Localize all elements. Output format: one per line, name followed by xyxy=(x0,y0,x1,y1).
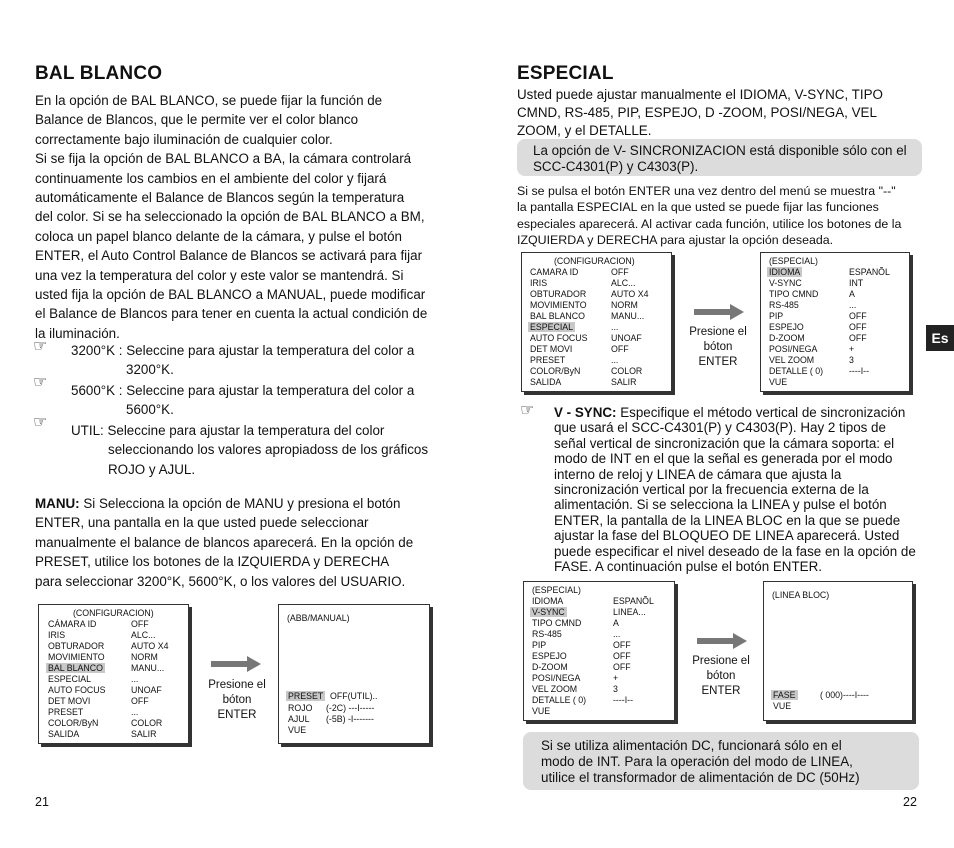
menu-row: SALIDA xyxy=(530,377,562,387)
menu-row-value: (-2C) ---I----- xyxy=(326,703,375,713)
menu-row-value: ----I-- xyxy=(849,366,870,376)
menu-row: POSI/NEGA xyxy=(532,673,581,683)
menu-row-value: LINEA... xyxy=(613,607,646,617)
bullet-line: 5600°K. xyxy=(126,402,174,418)
menu-title: (ABB/MANUAL) xyxy=(287,613,350,623)
menu-row: IRIS xyxy=(530,278,548,288)
menu-row-value: NORM xyxy=(611,300,638,310)
menu-row-value: ... xyxy=(613,629,621,639)
menu-row-value: ... xyxy=(849,300,857,310)
text-line: ajustar la fase del BLOQUEO DE LINEA aparecerá. Usted xyxy=(554,528,900,544)
osd-menu-especial xyxy=(760,252,910,392)
menu-row-value: OFF xyxy=(849,311,867,321)
menu-row: IRIS xyxy=(48,630,66,640)
text-line: una vez la temperatura del color y este valor se mantendrá. Si xyxy=(35,267,404,283)
menu-row: MOVIMIENTO xyxy=(530,300,587,310)
text-line: sincronización vertical por la frecuencia externa de la xyxy=(554,482,869,498)
text-line: para seleccionar 3200°K, 5600°K, o los valores del USUARIO. xyxy=(35,573,406,589)
menu-row: OBTURADOR xyxy=(530,289,587,299)
bullet-line: 3200°K : Seleccine para ajustar la temperatura del color a xyxy=(71,343,415,358)
menu-row: DET MOVI xyxy=(530,344,573,354)
menu-row: VUE xyxy=(769,377,788,387)
menu-row-selected: IDIOMA xyxy=(769,267,801,277)
text-line: Usted puede ajustar manualmente el IDIOMA, V-SYNC, TIPO xyxy=(517,87,883,102)
menu-row-value: ... xyxy=(611,322,619,332)
menu-row: SALIDA xyxy=(48,729,80,739)
menu-row-selected: BAL BLANCO xyxy=(48,663,103,673)
text-line: que usará el SCC-C4301(P) y C4303(P). Hay 2 tipos de xyxy=(554,420,886,436)
menu-row: RS-485 xyxy=(532,629,562,639)
text-line: Balance de Blancos, que le permite ver el color blanco xyxy=(35,112,359,128)
menu-row-value: INT xyxy=(849,278,864,288)
bullet-line: UTIL: Seleccine para ajustar la temperatura del color xyxy=(71,423,385,438)
menu-row-value: ALC... xyxy=(131,630,156,640)
bullet-line: 5600°K : Seleccine para ajustar la temperatura del color a xyxy=(71,383,415,398)
menu-row-value: A xyxy=(613,618,619,628)
text-line: En la opción de BAL BLANCO, se puede fijar la función de xyxy=(35,93,383,108)
text-line: ENTER, el Auto Control Balance de Blancos se activará para fijar xyxy=(35,248,423,264)
pointing-hand-icon: ☞ xyxy=(520,402,535,419)
menu-row-value: OFF xyxy=(611,344,629,354)
menu-row-value: OFF xyxy=(613,651,631,661)
menu-row-value: ( 000)----I---- xyxy=(820,690,869,700)
text-line: interno de reloj y LINEA de cámara que ajusta la xyxy=(554,466,842,482)
menu-row: PRESET xyxy=(48,707,84,717)
text-line: utilice el transformador de alimentación de DC (50Hz) xyxy=(541,770,860,785)
text-line: CMND, RS-485, PIP, ESPEJO, D -ZOOM, POSI/NEGA, VEL xyxy=(517,105,877,120)
right-paragraph-2 xyxy=(517,183,927,248)
menu-row-value: COLOR xyxy=(131,718,163,728)
text-line: alimentación. Si se selecciona la LINEA y pulse el botón xyxy=(554,497,887,513)
menu-title: (LINEA BLOC) xyxy=(772,590,830,600)
menu-row-value: + xyxy=(613,673,619,683)
pointing-hand-icon: ☞ xyxy=(33,414,48,431)
right-arrow-icon xyxy=(697,633,747,649)
menu-row-value: OFF xyxy=(613,662,631,672)
text-line: continuamente los cambios en el ambiente del color y fijará xyxy=(35,170,387,186)
text-line: PRESET, utilice los botones de la IZQUIERDA y DERECHA xyxy=(35,554,390,570)
text-line: el Balance de Blancos para tener en cuenta la actual condición de xyxy=(35,306,428,322)
menu-row-value: ALC... xyxy=(611,278,636,288)
right-arrow-icon xyxy=(211,656,261,672)
menu-row: COLOR/ByN xyxy=(530,366,581,376)
menu-row-value: OFF(UTIL).. xyxy=(330,691,378,701)
text-line: Si Selecciona la opción de MANU y presiona el botón xyxy=(79,496,401,511)
manu-paragraph xyxy=(35,494,445,591)
menu-row-value: OFF xyxy=(611,267,629,277)
text-line: IZQUIERDA y DERECHA para ajustar la opción deseada. xyxy=(517,232,834,247)
bullet-line: 3200°K. xyxy=(126,362,174,378)
menu-row-value: ... xyxy=(131,707,139,717)
menu-row-value: A xyxy=(849,289,855,299)
text-line: Especifique el método vertical de sincronización xyxy=(616,405,906,420)
menu-row-value: COLOR xyxy=(611,366,643,376)
menu-row: PIP xyxy=(532,640,547,650)
text-line: usted fija la opción de BAL BLANCO a MANUAL, puede modificar xyxy=(35,287,426,303)
text-line: La opción de V- SINCRONIZACION está disponible sólo con el xyxy=(533,143,907,158)
bullet-5600k xyxy=(71,381,414,420)
arrow-label: Presione el bóton ENTER xyxy=(208,679,266,721)
menu-row-value: 3 xyxy=(613,684,618,694)
menu-row: AUTO FOCUS xyxy=(530,333,588,343)
text-line: SCC-C4301(P) y C4303(P). xyxy=(533,159,699,174)
text-line: modo de INT en el que la señal es generada por el modo xyxy=(554,451,893,467)
text-line: Si se utiliza alimentación DC, funcionará sólo en el xyxy=(541,738,842,753)
menu-row: AJUL xyxy=(288,714,310,724)
menu-row: BAL BLANCO xyxy=(530,311,585,321)
left-heading: BAL BLANCO xyxy=(35,63,163,84)
text-line: señal vertical de sincronización que la cámara soporta: el xyxy=(554,435,895,451)
menu-row-value: UNOAF xyxy=(611,333,642,343)
osd-menu-linea-bloc xyxy=(763,581,913,721)
menu-row-value: AUTO X4 xyxy=(131,641,169,651)
menu-row: ESPEJO xyxy=(532,651,567,661)
menu-row: ESPEJO xyxy=(769,322,804,332)
text-line: especiales aparecerá. Al activar cada función, utilice los botones de la xyxy=(517,216,902,231)
osd-menu-configuracion xyxy=(38,604,189,744)
text-line: ENTER, la pantalla de la LINEA BLOC en la que se puede xyxy=(554,512,901,528)
osd-menu-abb-manual xyxy=(278,604,430,744)
menu-title: (CONFIGURACION) xyxy=(73,608,154,618)
text-line: la iluminación. xyxy=(35,325,120,341)
text-line: FASE. A continuación pulse el botón ENTER. xyxy=(554,559,822,575)
arrow-label: Presione el bóton ENTER xyxy=(689,326,747,368)
menu-row-value: ... xyxy=(131,674,139,684)
text-line: automáticamente el Balance de Blancos según la temperatura xyxy=(35,190,405,206)
menu-row-value: ESPANÕL xyxy=(849,267,890,277)
right-heading: ESPECIAL xyxy=(517,63,614,84)
menu-row: RS-485 xyxy=(769,300,799,310)
pointing-hand-icon: ☞ xyxy=(33,374,48,391)
text-line: ZOOM, y el DETALLE. xyxy=(517,123,652,138)
text-line: correctamente bajo iluminación de cualquier color. xyxy=(35,131,333,147)
text-line: modo de INT. Para la operación del modo de LINEA, xyxy=(541,754,853,769)
arrow-label: Presione el bóton ENTER xyxy=(692,655,750,697)
menu-row: VEL ZOOM xyxy=(769,355,815,365)
menu-row: ROJO xyxy=(288,703,313,713)
menu-row: VEL ZOOM xyxy=(532,684,578,694)
menu-row-value: 3 xyxy=(849,355,854,365)
menu-row-selected: PRESET xyxy=(288,691,324,701)
menu-row: OBTURADOR xyxy=(48,641,105,651)
menu-row: COLOR/ByN xyxy=(48,718,99,728)
language-tab: Es xyxy=(926,325,954,351)
menu-row-value: ESPANÕL xyxy=(613,596,654,606)
menu-row: VUE xyxy=(773,701,792,711)
vsync-label: V - SYNC: xyxy=(554,405,617,420)
menu-row: V-SYNC xyxy=(769,278,802,288)
osd-menu-configuracion-2 xyxy=(521,252,672,392)
menu-row: TIPO CMND xyxy=(532,618,582,628)
menu-row-value: OFF xyxy=(849,333,867,343)
right-intro xyxy=(517,86,917,140)
menu-row-value: SALIR xyxy=(611,377,637,387)
note-dc-power xyxy=(523,732,919,790)
left-intro xyxy=(35,91,445,343)
menu-row-value: MANU... xyxy=(611,311,645,321)
right-arrow-icon xyxy=(694,304,744,320)
menu-row: POSI/NEGA xyxy=(769,344,818,354)
note-vsync-availability xyxy=(517,139,922,176)
menu-row-value: OFF xyxy=(131,696,149,706)
menu-row: CAMARA ID xyxy=(530,267,579,277)
bullet-util xyxy=(71,421,428,479)
menu-row: CÁMARA ID xyxy=(48,619,97,629)
menu-row: AUTO FOCUS xyxy=(48,685,106,695)
page-number-left: 21 xyxy=(35,795,49,809)
menu-title: (ESPECIAL) xyxy=(769,256,818,266)
text-line: manualmente el balance de blancos aparecerá. En la opción de xyxy=(35,534,414,550)
menu-row-selected: V-SYNC xyxy=(532,607,565,617)
menu-row-value: NORM xyxy=(131,652,158,662)
text-line: coloca un papel blanco delante de la cámara, y pulse el botón xyxy=(35,228,403,244)
menu-row-value: OFF xyxy=(613,640,631,650)
menu-row: DET MOVI xyxy=(48,696,91,706)
menu-row-value: MANU... xyxy=(131,663,165,673)
text-line: la pantalla ESPECIAL en la que usted se puede fijar las funciones xyxy=(517,200,879,215)
menu-row-value: OFF xyxy=(131,619,149,629)
menu-row-value: SALIR xyxy=(131,729,157,739)
menu-row: DETALLE ( 0) xyxy=(532,695,587,705)
text-line: Si se pulsa el botón ENTER una vez dentro del menú se muestra "--" xyxy=(517,184,896,198)
vsync-paragraph xyxy=(554,405,924,574)
menu-title: (ESPECIAL) xyxy=(532,585,581,595)
menu-row-value: OFF xyxy=(849,322,867,332)
menu-row-value: ----I-- xyxy=(613,695,634,705)
menu-row: VUE xyxy=(532,706,551,716)
menu-row-selected: FASE xyxy=(773,690,796,700)
menu-row: IDIOMA xyxy=(532,596,564,606)
menu-row: ESPECIAL xyxy=(48,674,92,684)
pointing-hand-icon: ☞ xyxy=(33,338,48,355)
menu-row-value: (-5B) -I------- xyxy=(326,714,374,724)
text-line: Si se fija la opción de BAL BLANCO a BA, la cámara controlará xyxy=(35,151,412,167)
menu-row: D-ZOOM xyxy=(532,662,568,672)
menu-row: PIP xyxy=(769,311,784,321)
manu-label: MANU: xyxy=(35,496,80,511)
bullet-line: ROJO y AJUL. xyxy=(108,461,196,477)
menu-row-selected: ESPECIAL xyxy=(530,322,574,332)
menu-title: (CONFIGURACION) xyxy=(554,256,635,266)
menu-row: VUE xyxy=(288,725,307,735)
menu-row: MOVIMIENTO xyxy=(48,652,105,662)
menu-row-value: UNOAF xyxy=(131,685,162,695)
menu-row-value: ... xyxy=(611,355,619,365)
page-number-right: 22 xyxy=(903,795,917,809)
text-line: del color. Si se ha seleccionado la opción de BAL BLANCO a BM, xyxy=(35,209,425,225)
menu-row: D-ZOOM xyxy=(769,333,805,343)
menu-row: DETALLE ( 0) xyxy=(769,366,824,376)
menu-row-value: + xyxy=(849,344,855,354)
menu-row: PRESET xyxy=(530,355,566,365)
text-line: ENTER, una pantalla en la que usted puede seleccionar xyxy=(35,515,369,531)
text-line: puede especificar el nivel deseado de la fase en la opción de xyxy=(554,543,916,559)
menu-row-value: AUTO X4 xyxy=(611,289,649,299)
bullet-3200k xyxy=(71,341,414,380)
menu-row: TIPO CMND xyxy=(769,289,819,299)
osd-menu-especial-linea xyxy=(523,581,675,721)
bullet-line: seleccionando los valores apropiadoss de los gráficos xyxy=(108,442,429,458)
